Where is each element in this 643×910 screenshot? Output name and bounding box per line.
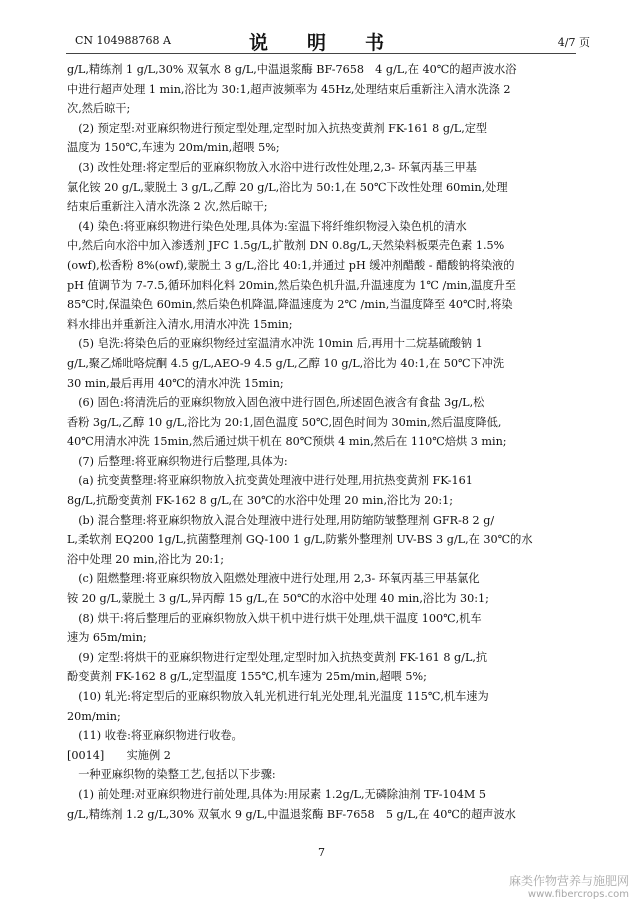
watermark xyxy=(509,874,629,902)
watermark-url: www.fibercrops.com xyxy=(527,889,629,900)
text-line: (7) 后整理:将亚麻织物进行后整理,具体为: xyxy=(67,454,288,468)
text-line: (5) 皂洗:将染色后的亚麻织物经过室温清水冲洗 10min 后,再用十二烷基硫酸钠 1 xyxy=(67,337,483,351)
text-line: (b) 混合整理:将亚麻织物放入混合处理液中进行处理,用防缩防皱整理剂 GFR-8 2 g/ xyxy=(67,513,495,527)
text-line: g/L,聚乙烯吡咯烷酮 4.5 g/L,AEO-9 4.5 g/L,乙醇 10 g/L,浴比为 40:1,在 50℃下冲洗 xyxy=(67,356,505,370)
text-line: (9) 定型:将烘干的亚麻织物进行定型处理,定型时加入抗热变黄剂 FK-161 8 g/L,抗 xyxy=(67,650,488,664)
page-number: 7 xyxy=(318,846,325,859)
text-line: g/L,精练剂 1.2 g/L,30% 双氧水 9 g/L,中温退浆酶 BF-7658 5 g/L,在 40℃的超声波水 xyxy=(67,807,516,821)
text-line: 40℃用清水冲洗 15min,然后通过烘干机在 80℃预烘 4 min,然后在 110℃焙烘 3 min; xyxy=(67,435,507,449)
text-line: 氯化铵 20 g/L,蒙脱土 3 g/L,乙醇 20 g/L,浴比为 50:1,在 50℃下改性处理 60min,处理 xyxy=(67,180,508,194)
text-line: (10) 轧光:将定型后的亚麻织物放入轧光机进行轧光处理,轧光温度 115℃,机车速为 xyxy=(67,690,489,703)
text-line: (2) 预定型:对亚麻织物进行预定型处理,定型时加入抗热变黄剂 FK-161 8 g/L,定型 xyxy=(67,121,488,135)
page-fraction: 4/7 页 xyxy=(557,36,590,49)
text-line: 结束后重新注入清水洗涤 2 次,然后晾干; xyxy=(67,200,268,214)
text-line: 中进行超声处理 1 min,浴比为 30:1,超声波频率为 45Hz,处理结束后重新注入清水洗涤 2 xyxy=(67,82,511,96)
text-line: 浴中处理 20 min,浴比为 20:1; xyxy=(67,552,225,566)
text-line: (owf),松香粉 8%(owf),蒙脱土 3 g/L,浴比 40:1,并通过 pH 缓冲剂醋酸 - 醋酸钠将染液的 xyxy=(67,258,515,272)
text-line: (8) 烘干:将后整理后的亚麻织物放入烘干机中进行烘干处理,烘干温度 100℃,机车 xyxy=(67,611,482,625)
text-line: 85℃时,保温染色 60min,然后染色机降温,降温速度为 2℃ /min,当温度降至 40℃时,将染 xyxy=(67,298,513,312)
text-line: (1) 前处理:对亚麻织物进行前处理,具体为:用尿素 1.2g/L,无磷除油剂 TF-104M 5 xyxy=(67,787,486,801)
text-line: L,柔软剂 EQ200 1g/L,抗菌整理剂 GQ-100 1 g/L,防紫外整理剂 UV-BS 3 g/L,在 30℃的水 xyxy=(67,533,533,547)
text-line: (6) 固色:将清洗后的亚麻织物放入固色液中进行固色,所述固色液含有食盐 3g/L,松 xyxy=(67,396,485,410)
text-line: 次,然后晾干; xyxy=(67,102,131,116)
text-line: 8g/L,抗酚变黄剂 FK-162 8 g/L,在 30℃的水浴中处理 20 min,浴比为 20:1; xyxy=(67,494,454,508)
text-line: 铵 20 g/L,蒙脱土 3 g/L,异丙醇 15 g/L,在 50℃的水浴中处理 40 min,浴比为 30:1; xyxy=(67,592,489,606)
text-line: 中,然后向水浴中加入渗透剂 JFC 1.5g/L,扩散剂 DN 0.8g/L,天然染料板栗壳色素 1.5% xyxy=(67,239,505,253)
text-line: 20m/min; xyxy=(67,709,121,723)
text-line: (c) 阻燃整理:将亚麻织物放入阻燃处理液中进行处理,用 2,3- 环氧丙基三甲基氯化 xyxy=(67,572,480,586)
document-body xyxy=(67,60,579,824)
patent-number: CN 104988768 A xyxy=(75,34,171,47)
text-line: 一种亚麻织物的染整工艺,包括以下步骤: xyxy=(67,768,276,782)
text-line: 料水排出并重新注入清水,用清水冲洗 15min; xyxy=(67,317,293,331)
text-line: pH 值调节为 7-7.5,循环加料化料 20min,然后染色机升温,升温速度为 1℃ /min,温度升至 xyxy=(67,278,516,292)
text-line: (11) 收卷:将亚麻织物进行收卷。 xyxy=(67,729,243,743)
text-line: 酚变黄剂 FK-162 8 g/L,定型温度 155℃,机车速为 25m/min,超喂 5%; xyxy=(67,670,427,684)
text-line: 温度为 150℃,车速为 20m/min,超喂 5%; xyxy=(67,141,280,155)
text-line: (a) 抗变黄整理:将亚麻织物放入抗变黄处理液中进行处理,用抗热变黄剂 FK-161 xyxy=(67,474,473,488)
document-title: 说 明 书 xyxy=(248,32,394,54)
watermark-site-name: 麻类作物营养与施肥网 xyxy=(508,874,629,888)
text-line: (3) 改性处理:将定型后的亚麻织物放入水浴中进行改性处理,2,3- 环氧丙基三甲基 xyxy=(67,160,477,174)
text-line: (4) 染色:将亚麻织物进行染色处理,具体为:室温下将纤维织物浸入染色机的清水 xyxy=(67,219,467,233)
text-line: 速为 65m/min; xyxy=(67,631,147,645)
text-line: 30 min,最后再用 40℃的清水冲洗 15min; xyxy=(67,376,284,390)
text-line: [0014] 实施例 2 xyxy=(67,748,171,762)
text-line: g/L,精练剂 1 g/L,30% 双氧水 8 g/L,中温退浆酶 BF-7658 4 g/L,在 40℃的超声波水浴 xyxy=(67,63,517,76)
text-line: 香粉 3g/L,乙醇 10 g/L,浴比为 20:1,固色温度 50℃,固色时间为 30min,然后温度降低, xyxy=(67,415,502,429)
header-divider xyxy=(66,53,576,54)
